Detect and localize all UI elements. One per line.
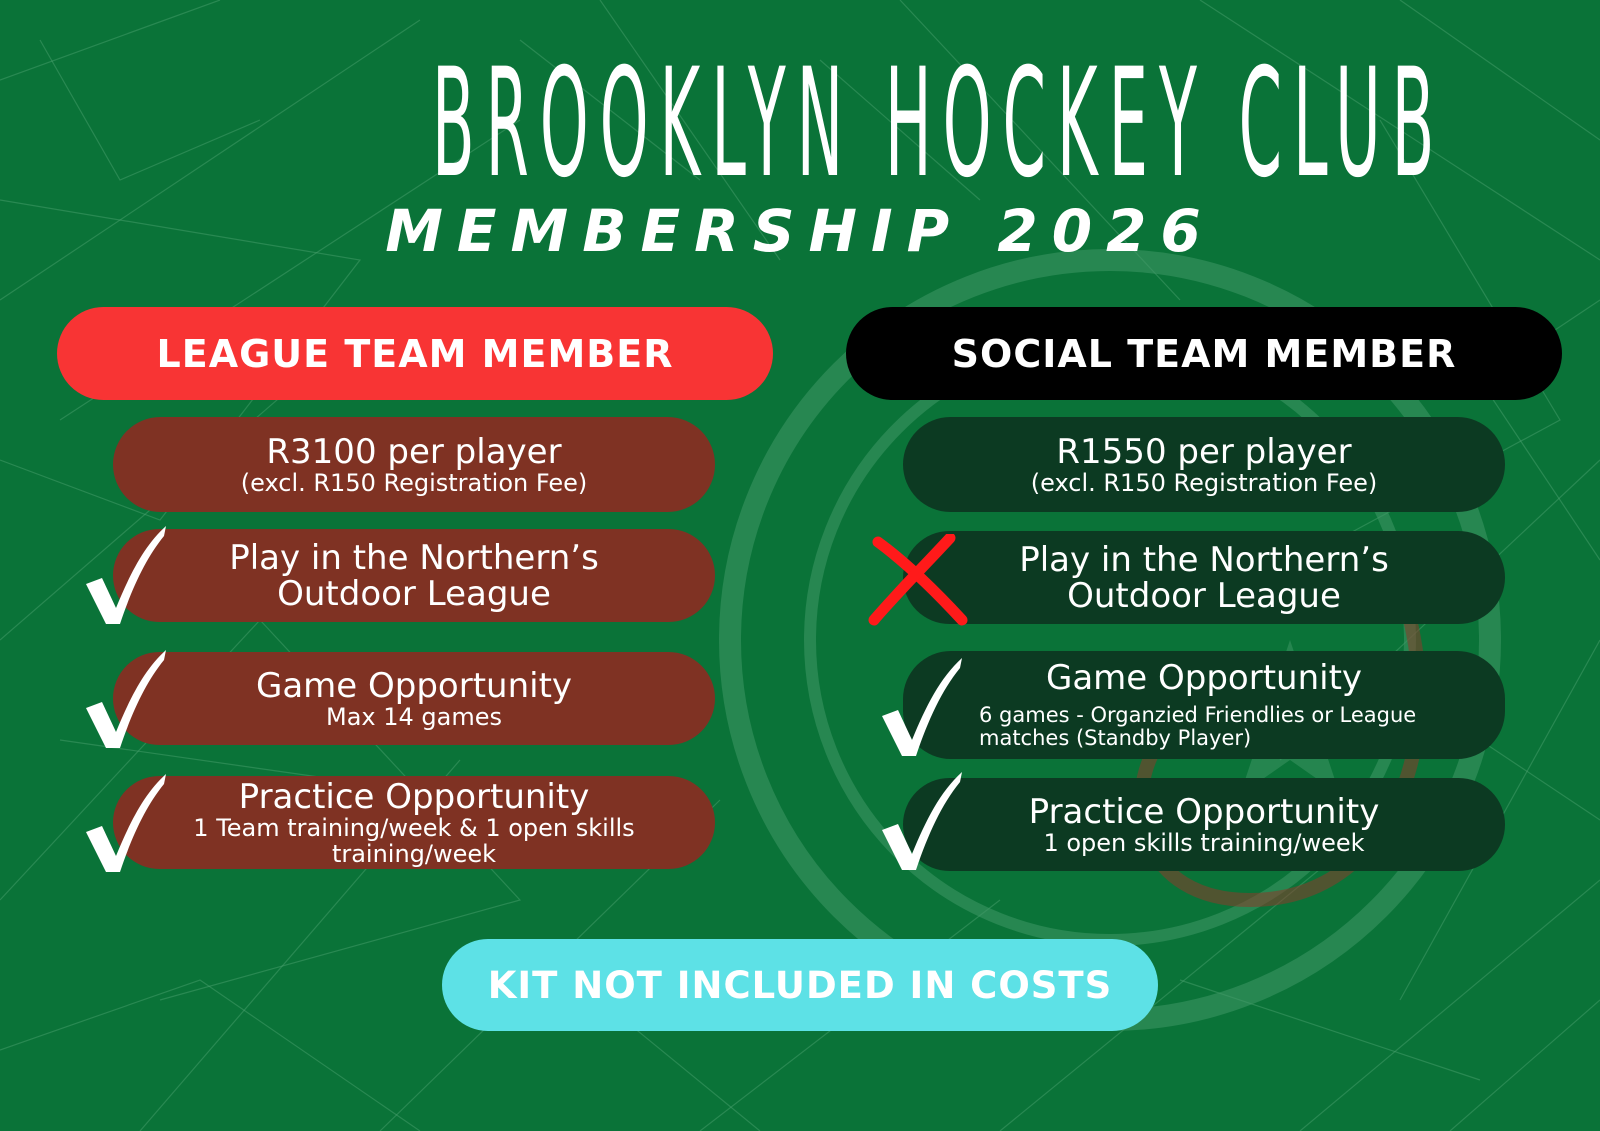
social-feature-game-opportunity — [903, 651, 1505, 759]
league-feature-practice-opportunity — [113, 776, 715, 869]
social-price: R1550 per player — [1056, 431, 1352, 472]
league-price-card — [113, 417, 715, 512]
social-price-note: (excl. R150 Registration Fee) — [1030, 468, 1378, 497]
cross-icon — [868, 534, 970, 626]
social-feature-line1: Play in the Northern’s — [1019, 539, 1389, 580]
league-practice-detail2: training/week — [331, 839, 497, 868]
league-feature-outdoor-league — [113, 529, 715, 622]
social-feature-outdoor-league — [903, 531, 1505, 624]
check-icon — [80, 646, 170, 750]
league-team-heading: LEAGUE TEAM MEMBER — [57, 307, 773, 400]
league-price-note: (excl. R150 Registration Fee) — [240, 468, 588, 497]
social-game-detail2: matches (Standby Player) — [979, 726, 1252, 750]
league-game-title: Game Opportunity — [255, 665, 573, 706]
social-game-detail1: 6 games - Organzied Friendlies or League — [979, 703, 1417, 727]
kit-not-included-banner: KIT NOT INCLUDED IN COSTS — [442, 939, 1158, 1031]
social-price-card — [903, 417, 1505, 512]
social-feature-practice-opportunity — [903, 778, 1505, 871]
check-icon — [876, 654, 966, 758]
social-game-title: Game Opportunity — [1045, 658, 1363, 698]
social-feature-line2: Outdoor League — [1067, 575, 1341, 616]
league-practice-title: Practice Opportunity — [238, 776, 590, 817]
check-icon — [80, 522, 170, 626]
social-team-heading: SOCIAL TEAM MEMBER — [846, 307, 1562, 400]
social-practice-title: Practice Opportunity — [1028, 791, 1380, 832]
league-feature-line2: Outdoor League — [277, 573, 551, 614]
league-feature-game-opportunity — [113, 652, 715, 745]
league-game-detail: Max 14 games — [325, 702, 502, 731]
social-practice-detail: 1 open skills training/week — [1043, 828, 1365, 857]
check-icon — [876, 768, 966, 872]
club-title: BROOKLYN HOCKEY CLUB — [432, 37, 1446, 211]
check-icon — [80, 770, 170, 874]
league-price: R3100 per player — [266, 431, 562, 472]
membership-subtitle: MEMBERSHIP 2026 — [385, 197, 1215, 265]
league-feature-line1: Play in the Northern’s — [229, 537, 599, 578]
league-practice-detail1: 1 Team training/week & 1 open skills — [193, 813, 635, 842]
